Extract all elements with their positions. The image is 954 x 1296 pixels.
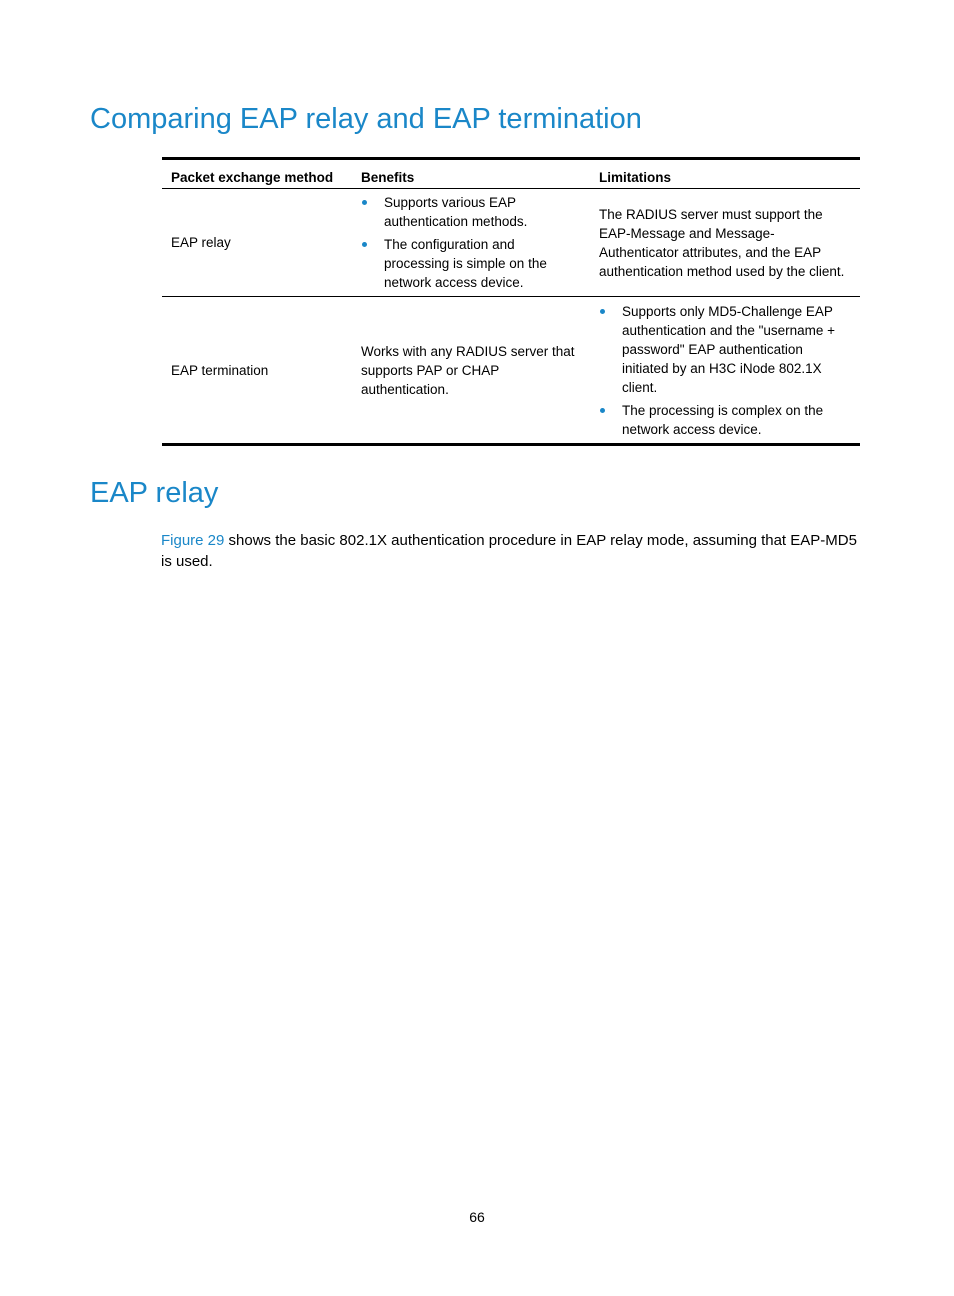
benefits-cell: Works with any RADIUS server that supports PAP or CHAP authentication. — [361, 343, 575, 397]
list-item — [361, 235, 582, 292]
figure-link[interactable]: Figure 29 — [161, 532, 225, 549]
section-title-eap-relay: EAP relay — [90, 477, 219, 509]
bullet-text: Supports various EAP authentication methods. — [384, 195, 528, 229]
bullet-text: The processing is complex on the network access device. — [622, 402, 824, 437]
benefits-cell — [352, 189, 590, 297]
page-number: 66 — [469, 1209, 485, 1225]
list-item — [599, 401, 852, 439]
limitations-cell: The RADIUS server must support the EAP-Message and Message-Authenticator attributes, and the EAP authentication method used by the client. — [599, 206, 845, 279]
bullet-icon — [600, 408, 605, 413]
bullet-icon — [362, 200, 367, 205]
column-header-benefits: Benefits — [361, 170, 415, 185]
benefits-list — [361, 193, 582, 292]
list-item — [599, 302, 852, 397]
method-cell: EAP relay — [171, 235, 231, 250]
method-cell: EAP termination — [171, 362, 269, 378]
comparison-table — [162, 157, 860, 446]
intro-paragraph — [161, 530, 866, 572]
table-row — [162, 297, 860, 445]
bullet-icon — [600, 309, 605, 314]
limitations-list — [599, 302, 852, 439]
bullet-icon — [362, 242, 367, 247]
table-header-row — [162, 159, 860, 189]
bullet-text: The configuration and processing is simple on the network access device. — [384, 237, 547, 290]
column-header-limitations: Limitations — [599, 170, 672, 185]
column-header-method: Packet exchange method — [171, 170, 334, 185]
table-row — [162, 189, 860, 297]
bullet-text: Supports only MD5-Challenge EAP authentication and the "username + password" EAP authentication initiated by an H3C iNode 802.1X client. — [622, 303, 836, 395]
list-item — [361, 193, 582, 231]
paragraph-text: shows the basic 802.1X authentication procedure in EAP relay mode, assuming that EAP-MD5 is used. — [161, 532, 857, 570]
limitations-cell — [590, 297, 860, 445]
section-title-comparing: Comparing EAP relay and EAP termination — [90, 103, 642, 135]
